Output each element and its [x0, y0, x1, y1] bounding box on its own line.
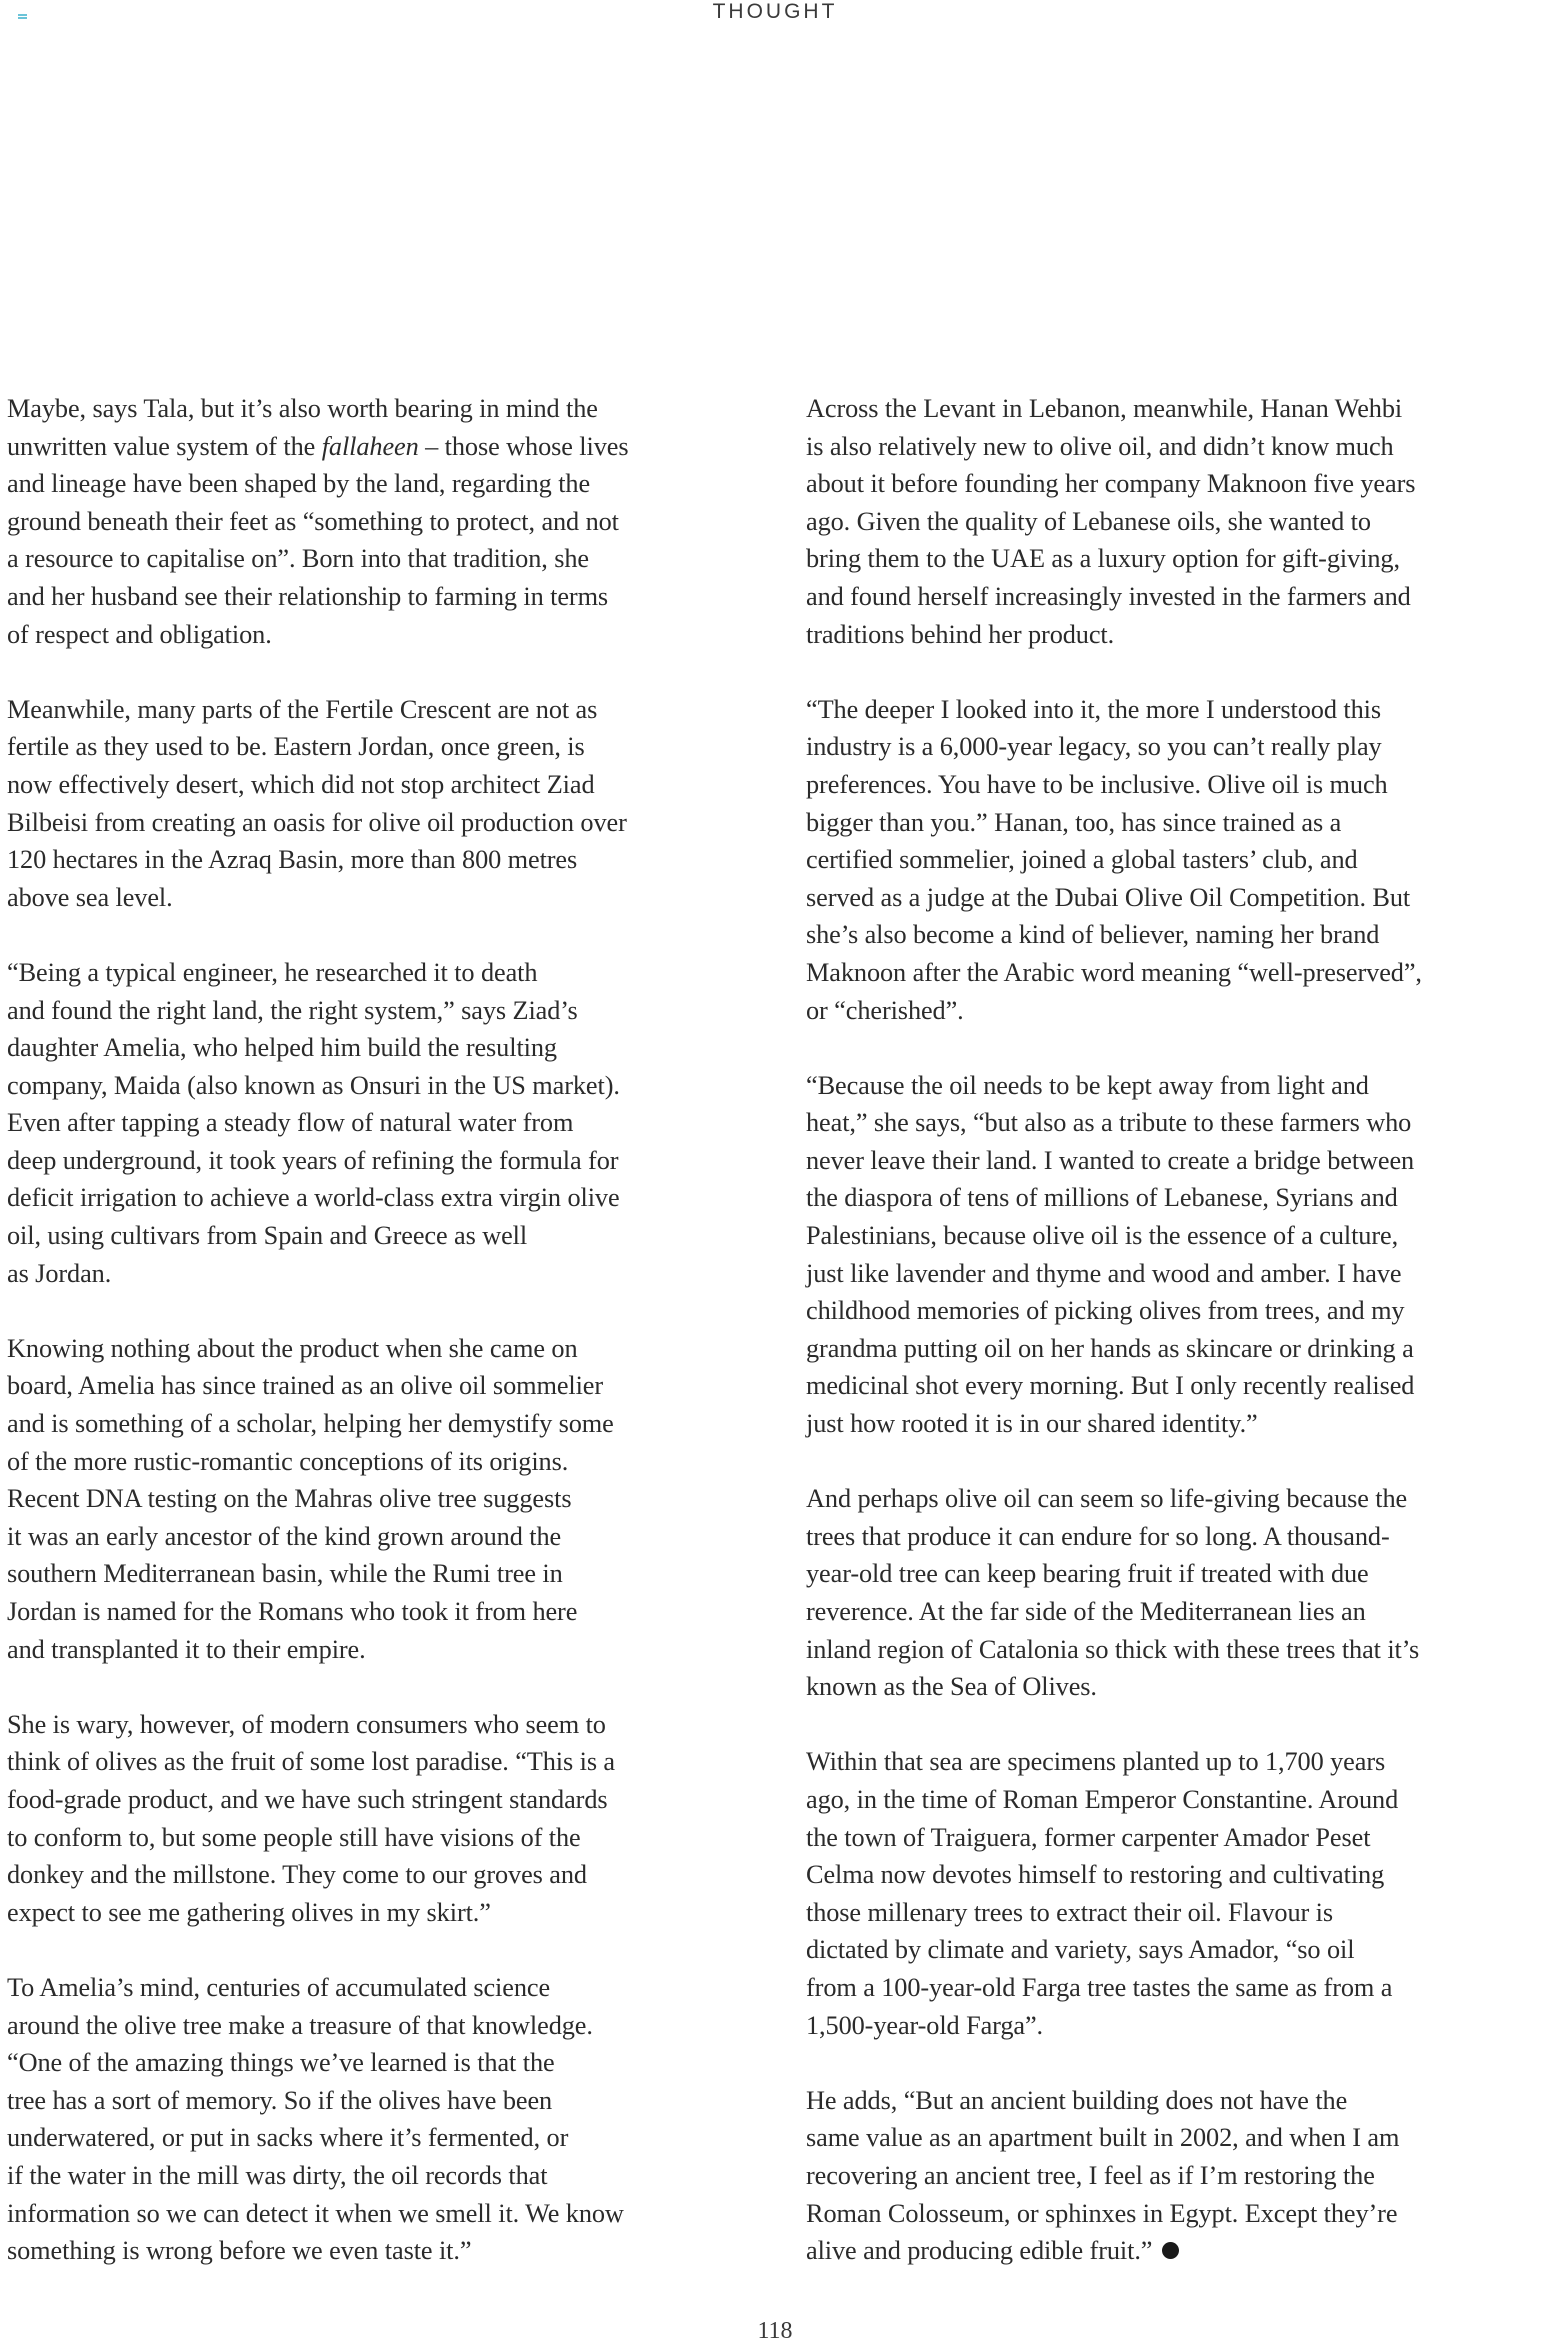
text-line: the diaspora of tens of millions of Lebanese, Syrians and: [806, 1183, 1398, 1213]
page-number: 118: [757, 2318, 793, 2344]
text-line: daughter Amelia, who helped him build the resulting: [7, 1033, 557, 1063]
text-line: to conform to, but some people still have visions of the: [7, 1822, 581, 1852]
text-line: Bilbeisi from creating an oasis for olive oil production over: [7, 807, 627, 837]
text-line: from a 100-year-old Farga tree tastes the same as from a: [806, 1972, 1393, 2002]
text-line: Knowing nothing about the product when she came on: [7, 1333, 578, 1363]
text-line: alive and producing edible fruit.”: [806, 2232, 1546, 2270]
text-line: and lineage have been shaped by the land, regarding the: [7, 469, 591, 499]
text-line: Maknoon after the Arabic word meaning “well-preserved”,: [806, 957, 1422, 987]
text-line: ago. Given the quality of Lebanese oils, she wanted to: [806, 506, 1371, 536]
text-line: board, Amelia has since trained as an olive oil sommelier: [7, 1371, 604, 1401]
text-line: or “cherished”.: [806, 995, 964, 1025]
text-line: a resource to capitalise on”. Born into that tradition, she: [7, 544, 589, 574]
text-line: underwatered, or put in sacks where it’s fermented, or: [7, 2123, 569, 2153]
text-line: company, Maida (also known as Onsuri in the US market).: [7, 1070, 620, 1100]
right-paragraph-1: [806, 390, 1546, 653]
text-line: and found the right land, the right system,” says Ziad’s: [7, 995, 578, 1025]
text-line: ground beneath their feet as “something to protect, and not: [7, 506, 619, 536]
text-line: ago, in the time of Roman Emperor Constantine. Around: [806, 1784, 1399, 1814]
text-line: recovering an ancient tree, I feel as if I’m restoring the: [806, 2160, 1375, 2190]
text-line: just like lavender and thyme and wood and amber. I have: [806, 1258, 1402, 1288]
text-line: of respect and obligation.: [7, 619, 272, 649]
text-line: unwritten value system of the fallaheen – those whose lives: [7, 431, 629, 461]
text-line: just how rooted it is in our shared identity.”: [806, 1409, 1258, 1439]
text-line: “One of the amazing things we’ve learned is that the: [7, 2048, 555, 2078]
text-line: is also relatively new to olive oil, and didn’t know much: [806, 431, 1394, 461]
section-header: THOUGHT: [712, 0, 838, 23]
text-line: dictated by climate and variety, says Amador, “so oil: [806, 1935, 1355, 1965]
left-paragraph-4: [7, 1330, 769, 1668]
right-paragraph-4: [806, 1480, 1546, 1706]
text-line: known as the Sea of Olives.: [806, 1672, 1097, 1702]
text-line: and is something of a scholar, helping her demystify some: [7, 1409, 614, 1439]
left-paragraph-5: [7, 1706, 769, 1932]
text-line: inland region of Catalonia so thick with these trees that it’s: [806, 1634, 1420, 1664]
text-line: and her husband see their relationship to farming in terms: [7, 581, 609, 611]
right-paragraph-6: [806, 2082, 1546, 2270]
left-paragraph-1: [7, 390, 769, 653]
text-line: never leave their land. I wanted to create a bridge between: [806, 1145, 1415, 1175]
text-line: Even after tapping a steady flow of natural water from: [7, 1108, 574, 1138]
text-line: fertile as they used to be. Eastern Jordan, once green, is: [7, 732, 585, 762]
text-line: 120 hectares in the Azraq Basin, more than 800 metres: [7, 845, 578, 875]
text-line: as Jordan.: [7, 1258, 112, 1288]
left-paragraph-6: [7, 1969, 769, 2270]
text-line: the town of Traiguera, former carpenter Amador Peset: [806, 1822, 1371, 1852]
text-line: around the olive tree make a treasure of that knowledge.: [7, 2010, 593, 2040]
text-line: she’s also become a kind of believer, naming her brand: [806, 920, 1380, 950]
text-line: if the water in the mill was dirty, the oil records that: [7, 2160, 548, 2190]
right-paragraph-2: [806, 691, 1546, 1029]
text-line: “The deeper I looked into it, the more I understood this: [806, 694, 1381, 724]
text-line: grandma putting oil on her hands as skincare or drinking a: [806, 1333, 1414, 1363]
text-line: certified sommelier, joined a global tasters’ club, and: [806, 845, 1358, 875]
text-line: something is wrong before we even taste it.”: [7, 2236, 472, 2266]
text-line: year-old tree can keep bearing fruit if treated with due: [806, 1559, 1369, 1589]
text-line: those millenary trees to extract their oil. Flavour is: [806, 1897, 1333, 1927]
text-line: bigger than you.” Hanan, too, has since trained as a: [806, 807, 1342, 837]
text-line: Palestinians, because olive oil is the essence of a culture,: [806, 1221, 1399, 1251]
text-line: industry is a 6,000-year legacy, so you can’t really play: [806, 732, 1382, 762]
text-line: 1,500-year-old Farga”.: [806, 2010, 1044, 2040]
text-line: preferences. You have to be inclusive. Olive oil is much: [806, 769, 1388, 799]
text-line: reverence. At the far side of the Mediterranean lies an: [806, 1597, 1366, 1626]
text-line: it was an early ancestor of the kind grown around the: [7, 1521, 562, 1551]
text-line: think of olives as the fruit of some lost paradise. “This is a: [7, 1747, 616, 1777]
text-line: childhood memories of picking olives from trees, and my: [806, 1296, 1405, 1326]
text-line: Across the Levant in Lebanon, meanwhile, Hanan Wehbi: [806, 394, 1403, 423]
text-line: traditions behind her product.: [806, 619, 1115, 649]
text-line: above sea level.: [7, 882, 173, 912]
text-line: and found herself increasingly invested in the farmers and: [806, 581, 1411, 611]
right-paragraph-3: [806, 1067, 1546, 1443]
text-line: bring them to the UAE as a luxury option for gift-giving,: [806, 544, 1400, 574]
text-line: and transplanted it to their empire.: [7, 1634, 366, 1664]
text-line: about it before founding her company Maknoon five years: [806, 469, 1416, 499]
text-line: same value as an apartment built in 2002, and when I am: [806, 2123, 1400, 2153]
text-line: Jordan is named for the Romans who took it from here: [7, 1597, 578, 1626]
text-line: “Being a typical engineer, he researched it to death: [7, 957, 538, 987]
text-line: She is wary, however, of modern consumers who seem to: [7, 1709, 606, 1739]
text-line: heat,” she says, “but also as a tribute to these farmers who: [806, 1108, 1412, 1138]
text-line: tree has a sort of memory. So if the olives have been: [7, 2085, 553, 2115]
text-line: of the more rustic-romantic conceptions of its origins.: [7, 1446, 569, 1476]
right-column: [806, 390, 1546, 2307]
text-line: Within that sea are specimens planted up to 1,700 years: [806, 1747, 1386, 1777]
text-line: Celma now devotes himself to restoring and cultivating: [806, 1860, 1385, 1890]
text-line: Recent DNA testing on the Mahras olive tree suggests: [7, 1484, 572, 1514]
text-line: Maybe, says Tala, but it’s also worth bearing in mind the: [7, 394, 598, 423]
text-line: trees that produce it can endure for so long. A thousand-: [806, 1521, 1390, 1551]
end-of-article-mark: [1162, 2242, 1179, 2259]
text-line: southern Mediterranean basin, while the Rumi tree in: [7, 1559, 563, 1589]
text-line: oil, using cultivars from Spain and Greece as well: [7, 1221, 528, 1251]
text-line: deep underground, it took years of refining the formula for: [7, 1145, 619, 1175]
text-line: Roman Colosseum, or sphinxes in Egypt. Except they’re: [806, 2198, 1398, 2228]
text-line: now effectively desert, which did not stop architect Ziad: [7, 769, 595, 799]
text-line: deficit irrigation to achieve a world-class extra virgin olive: [7, 1183, 620, 1213]
text-line: expect to see me gathering olives in my skirt.”: [7, 1897, 491, 1927]
text-line: food-grade product, and we have such stringent standards: [7, 1784, 608, 1814]
left-paragraph-2: [7, 691, 769, 917]
text-line: information so we can detect it when we smell it. We know: [7, 2198, 624, 2228]
text-line: medicinal shot every morning. But I only recently realised: [806, 1371, 1415, 1401]
left-column: [7, 390, 769, 2307]
text-line: “Because the oil needs to be kept away from light and: [806, 1070, 1369, 1100]
text-line: To Amelia’s mind, centuries of accumulated science: [7, 1972, 551, 2002]
text-line: donkey and the millstone. They come to our groves and: [7, 1860, 587, 1890]
text-line: He adds, “But an ancient building does not have the: [806, 2085, 1348, 2115]
text-line: And perhaps olive oil can seem so life-giving because the: [806, 1484, 1408, 1514]
italic-term: fallaheen: [321, 431, 419, 461]
text-line: served as a judge at the Dubai Olive Oil Competition. But: [806, 882, 1411, 912]
right-paragraph-5: [806, 1743, 1546, 2044]
text-line: Meanwhile, many parts of the Fertile Crescent are not as: [7, 694, 598, 724]
left-paragraph-3: [7, 954, 769, 1292]
